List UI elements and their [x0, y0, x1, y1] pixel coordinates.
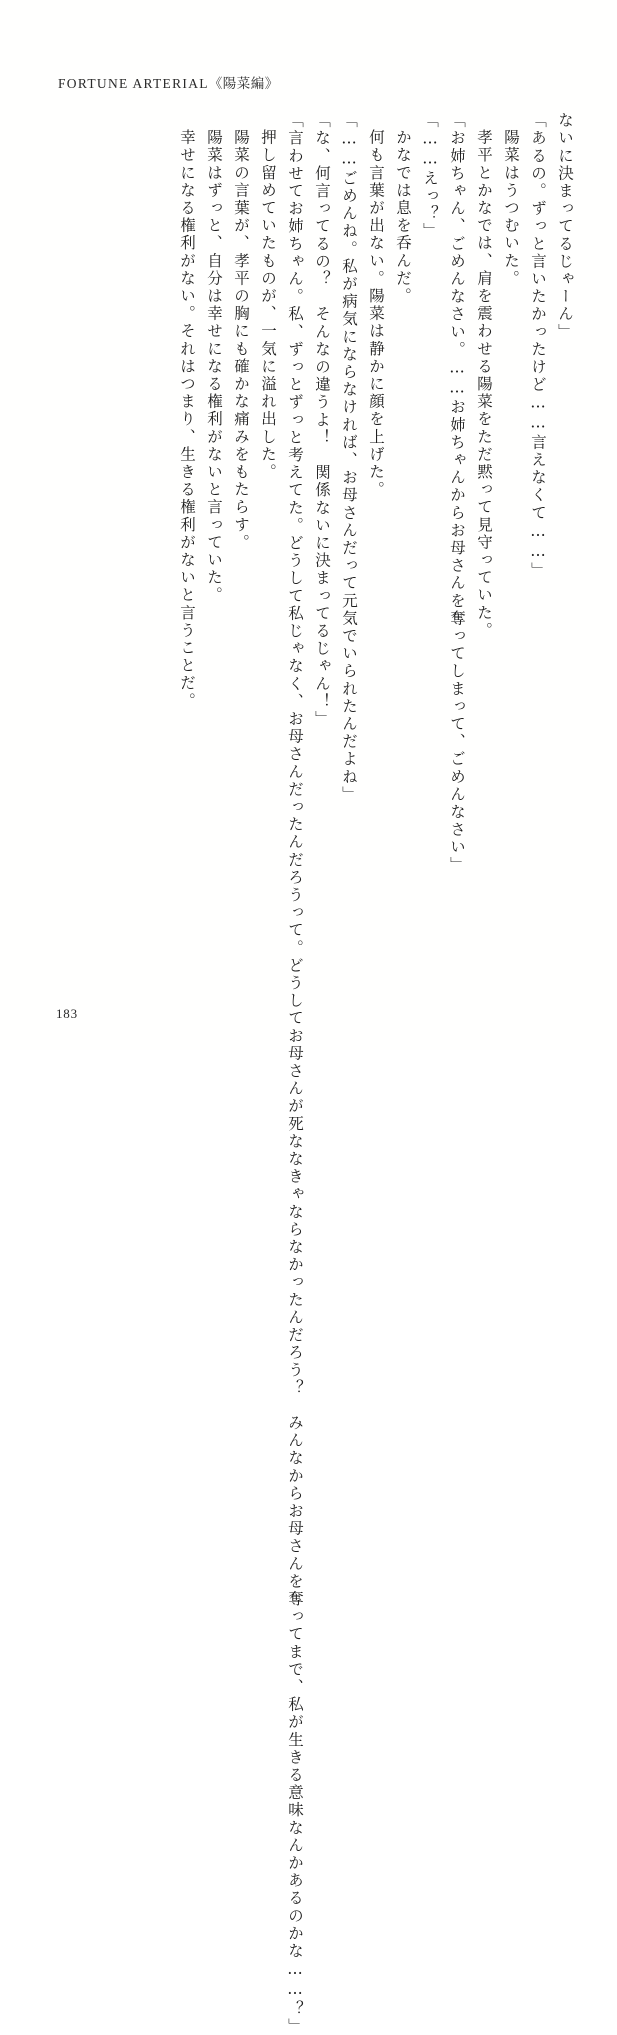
- text-line: 「……ごめんね。私が病気にならなければ、お母さんだって元気でいられたんだよね」: [340, 112, 358, 804]
- text-line: 何も言葉が出ない。陽菜は静かに顔を上げた。: [367, 129, 385, 499]
- text-line: 「言わせてお姉ちゃん。私、ずっとずっと考えてた。どうして私じゃなく、お母さんだったんだろうって。どうしてお母さんが死ななきゃならなかったんだろう？ みんなからお母さんを奪ってまで、私が生きる意味なんかあるのかな……？」: [286, 112, 304, 2035]
- text-line: 「……えっ？」: [421, 112, 439, 241]
- text-line: かなでは息を呑んだ。: [394, 129, 412, 305]
- volume-title: 《陽菜編》: [208, 76, 279, 91]
- series-title: FORTUNE ARTERIAL: [58, 76, 209, 91]
- text-line: 孝平とかなでは、肩を震わせる陽菜をただ黙って見守っていた。: [475, 129, 493, 640]
- text-line: 「お姉ちゃん、ごめんなさい。……お姉ちゃんからお母さんを奪ってしまって、ごめんなさい」: [448, 112, 466, 874]
- text-line: 押し留めていたものが、一気に溢れ出した。: [259, 129, 277, 481]
- text-line: 幸せになる権利がない。それはつまり、生きる権利がないと言うことだ。: [178, 129, 196, 710]
- text-line: 「あるの。ずっと言いたかったけど……言えなくて……」: [529, 112, 547, 580]
- page-number: 183: [56, 1006, 78, 1021]
- text-line: 陽菜の言葉が、孝平の胸にも確かな痛みをもたらす。: [232, 129, 250, 552]
- text-line: ないに決まってるじゃーん」: [556, 112, 574, 341]
- text-line: 陽菜はうつむいた。: [502, 129, 520, 288]
- text-line: 陽菜はずっと、自分は幸せになる権利がないと言っていた。: [205, 129, 223, 605]
- text-line: 「な、何言ってるの？ そんなの違うよ！ 関係ないに決まってるじゃん！」: [313, 112, 331, 728]
- running-header: [58, 72, 279, 92]
